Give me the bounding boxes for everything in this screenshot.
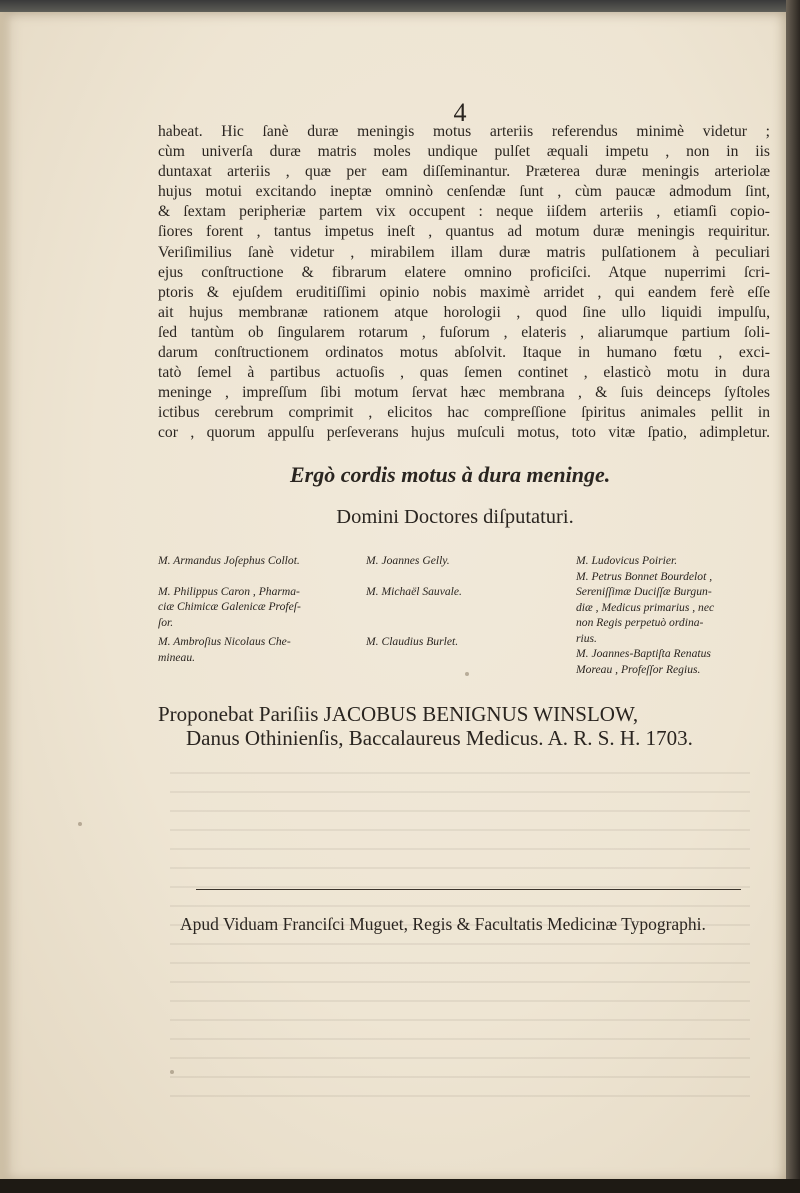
body-line: hujus motui excitando ineptæ omninò cenſendæ ſunt , cùm paucæ admodum ſint, <box>158 183 770 201</box>
page-gutter-edge <box>0 12 12 1182</box>
body-line: & ſextam peripheriæ partem vix occupent : neque iiſdem arteriis , etiamſi copio- <box>158 203 770 221</box>
doctor-line: diæ , Medicus primarius , nec <box>576 600 715 614</box>
body-line: habeat. Hic ſanè duræ meningis motus arteriis referendus minimè videtur ; <box>158 123 770 140</box>
body-line: ejus conſtructione & fibrarum elatere omnino proficiſci. Atque nuperrimi ſcri- <box>158 263 770 281</box>
body-line: Veriſimilius ſanè videtur , mirabilem illam duræ matris pulſationem à peculiari <box>158 243 770 261</box>
conclusion-heading: Ergò cordis motus à dura meninge. <box>290 462 611 487</box>
body-line: ſed tantùm ob ſingularem rotarum , fuſorum , elateris , aliarumque partium ſoli- <box>158 323 770 341</box>
doctor-line: M. Joannes-Baptiſta Renatus <box>576 647 711 660</box>
body-line: darum conſtructionem ordinatos motus abſolvit. Itaque in humano fœtu , exci- <box>158 344 770 362</box>
doctor-entry <box>366 584 566 600</box>
paper-speck <box>170 1070 174 1074</box>
page-number: 4 <box>453 98 467 127</box>
doctors-heading: Domini Doctores diſputaturi. <box>336 506 574 528</box>
doctor-line: M. Ambroſius Nicolaus Che- <box>158 635 291 648</box>
body-line: ſiores forent , tantus impetus ineſt , quantus ad motum duræ meningis requiritur. <box>158 223 770 241</box>
doctor-line: ciæ Chimicæ Galenicæ Profeſ- <box>158 600 301 613</box>
doctor-line: M. Philippus Caron , Pharma- <box>158 584 300 598</box>
doctor-line: M. Michaël Sauvale. <box>366 584 462 598</box>
doctor-entry <box>366 634 566 650</box>
body-line: meninge , impreſſum ſibi motum ſervat hæc membrana , & ſuis deinceps ſyſtoles <box>158 384 770 402</box>
doctor-entry <box>576 646 766 677</box>
doctor-entry <box>576 553 766 569</box>
body-line: duntaxat arteriis , quæ per eam diſſeminantur. Præterea duræ meningis arteriolæ <box>158 163 770 181</box>
doctor-line: Sereniſſimæ Duciſſæ Burgun- <box>576 585 712 598</box>
show-through-text <box>170 772 750 1102</box>
paper-speck <box>465 672 469 676</box>
doctors-column-2 <box>366 553 566 650</box>
doctor-entry <box>158 584 356 631</box>
paper-speck <box>78 822 82 826</box>
doctor-line: mineau. <box>158 650 196 664</box>
doctor-line: ſor. <box>158 615 174 629</box>
body-paragraph <box>158 122 770 444</box>
printer-imprint: Apud Viduam Franciſci Muguet, Regis & Facultatis Medicinæ Typographi. <box>180 914 706 934</box>
doctor-entry <box>366 553 566 569</box>
doctor-line: M. Petrus Bonnet Bourdelot , <box>576 569 713 583</box>
proponebat-block <box>158 702 770 750</box>
doctor-line: M. Armandus Joſephus Collot. <box>158 554 300 567</box>
body-line: ptoris & ejuſdem eruditiſſimi opinio nobis maximè arridet , qui eandem ferè eſſe <box>158 283 770 301</box>
doctor-line: Moreau , Profeſſor Regius. <box>576 662 701 676</box>
doctor-line: M. Claudius Burlet. <box>366 635 459 648</box>
body-line: cor , quorum appulſu perſeverans hujus muſculi motus, toto vitæ ſpatio, adimpletur. <box>158 424 770 442</box>
body-line: ait hujus membranæ rationem atque horologii , quod ſine ullo liquidi impulſu, <box>158 303 770 321</box>
doctor-line: M. Ludovicus Poirier. <box>576 554 678 567</box>
proponebat-line: Danus Othinienſis, Baccalaureus Medicus. A. R. S. H. 1703. <box>186 726 693 750</box>
body-line: tatò ſemel à partibus actuoſis , quas ſemen continet , elasticò motu in dura <box>158 364 770 382</box>
proponebat-line: Proponebat Pariſiis JACOBUS BENIGNUS WINSLOW, <box>158 702 639 726</box>
horizontal-rule <box>196 889 741 890</box>
doctor-entry <box>158 634 356 665</box>
doctors-column-3 <box>576 553 766 677</box>
doctor-line: non Regis perpetuò ordina- <box>576 616 704 629</box>
doctor-entry <box>576 569 766 647</box>
doctors-column-1 <box>158 553 356 665</box>
book-right-edge <box>786 0 800 1193</box>
body-line: ictibus cerebrum comprimit , elicitos hac compreſſione ſpiritus animales pellit in <box>158 404 770 422</box>
doctor-line: M. Joannes Gelly. <box>366 554 450 567</box>
book-bottom-edge <box>0 1179 800 1193</box>
body-line: cùm univerſa duræ matris moles undique pulſet æquali impetu , non in iis <box>158 143 770 161</box>
doctor-line: rius. <box>576 631 597 645</box>
doctor-entry <box>158 553 356 569</box>
